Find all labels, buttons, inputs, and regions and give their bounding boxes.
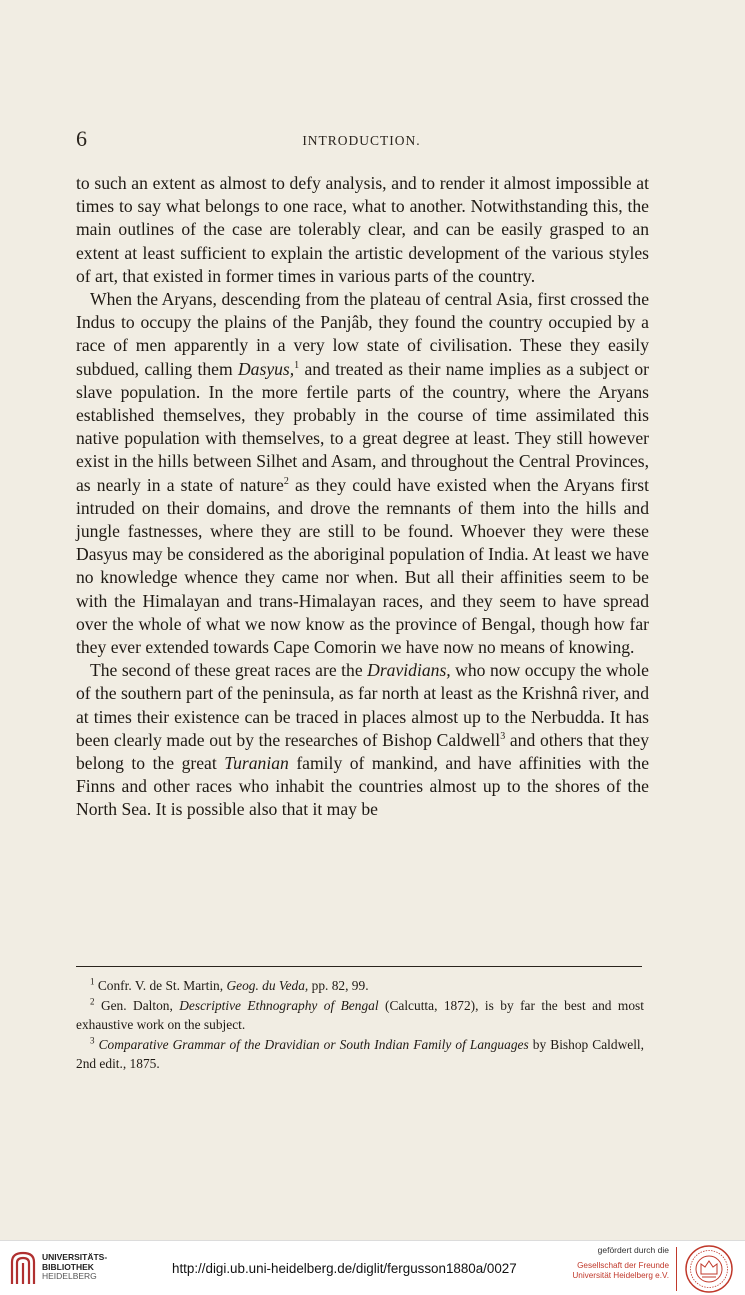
term-dasyus: Dasyus, <box>237 358 295 379</box>
footnote-2-mark: 2 <box>90 996 95 1007</box>
footnote-divider <box>76 966 642 967</box>
sponsor-name-line-2: Universität Heidelberg e.V. <box>572 1271 669 1280</box>
body-text <box>76 172 649 822</box>
footnote-1-title: Geog. du Veda, <box>226 978 309 993</box>
running-head: INTRODUCTION. <box>302 133 421 148</box>
footnotes <box>76 976 644 1074</box>
footnote-3-mark: 3 <box>90 1035 95 1046</box>
footnote-2-title: Descriptive Ethnography of Bengal <box>179 997 379 1013</box>
footnote-3-text-b: by Bishop Caldwell, 2nd edit., 1875. <box>76 1036 645 1071</box>
footnote-2-text-b: (Calcutta, 1872), is by far the best and most exhaustive work on the subject. <box>76 997 644 1032</box>
footnote-3 <box>76 1035 644 1074</box>
university-seal-icon <box>684 1244 734 1294</box>
footnote-ref-1: 1 <box>294 359 300 371</box>
footnote-1-text-a: Confr. V. de St. Martin, <box>97 978 227 993</box>
paragraph-2-text-a: When the Aryans, descending from the plateau of central Asia, first crossed the Indus to occupy the plains of the Panjâb, they found the country occupied by a race of men apparently in a very low state of civilisation. These they easily subdued, calling them <box>76 289 649 379</box>
library-name-line-2: BIBLIOTHEK <box>42 1261 94 1272</box>
paragraph-2-text-c: as they could have existed when the Aryans first intruded on their domains, and drove the remnants of them into the hills and jungle fastnesses, where they are still to be found. Whoever they were these Dasyus may be considered as the aboriginal population of India. At least we have no knowledge whence they came nor when. But all their affinities seem to be with the Himalayan and trans-Himalayan races, and they seem to have spread over the whole of what we now know as the province of Bengal, though how far they ever extended towards Cape Comorin we have now no means of knowing. <box>76 474 650 658</box>
paragraph-2-text-b: and treated as their name implies as a subject or slave population. In the more fertile parts of the country, where the Aryans established themselves, they probably in the course of time assimilated this native population with themselves, to a great degree at least. They still however exist in the hills between Silhet and Asam, and throughout the Central Provinces, as nearly in a state of nature <box>76 358 650 495</box>
permalink-url[interactable]: http://digi.ub.uni-heidelberg.de/diglit/fergusson1880a/0027 <box>172 1261 517 1276</box>
library-name-line-1: UNIVERSITÄTS- <box>42 1252 108 1262</box>
sponsor-label: gefördert durch die <box>597 1245 669 1255</box>
paragraph-3-text-a: The second of these great races are the <box>90 660 363 681</box>
footnote-ref-3: 3 <box>500 731 506 743</box>
sponsor-name-line-1: Gesellschaft der Freunde <box>577 1261 669 1270</box>
footnote-2 <box>76 996 644 1035</box>
page-number: 6 <box>76 126 87 151</box>
footnote-1-text-b: pp. 82, 99. <box>308 978 369 993</box>
library-name <box>42 1253 107 1282</box>
viewer-footer <box>0 1240 745 1295</box>
page-header <box>74 126 649 152</box>
paragraph-3-text-d: family of mankind, and have affinities with the Finns and other races who inhabit the countries almost up to the shores of the North Sea. It is possible also that it may be <box>76 753 650 820</box>
footnote-3-title: Comparative Grammar of the Dravidian or South Indian Family of Languages <box>98 1036 529 1052</box>
paragraph-3 <box>76 659 649 821</box>
sponsor-divider <box>676 1247 677 1291</box>
sponsor-block <box>559 1245 669 1281</box>
paragraph-1: to such an extent as almost to defy analysis, and to render it almost impossible at times to say what belongs to one race, what to another. Notwithstanding this, the main outlines of the case are tolerably clear, and can be easily grasped to an extent at least sufficient to explain the artistic development of the various styles of art, that existed in former times in various parts of the country. <box>76 173 649 286</box>
paragraph-2 <box>76 288 649 659</box>
library-logo-icon <box>8 1250 38 1286</box>
library-name-line-3: HEIDELBERG <box>42 1271 97 1281</box>
term-turanian: Turanian <box>224 753 289 774</box>
footnote-1-mark: 1 <box>90 976 95 987</box>
footnote-1 <box>76 976 644 996</box>
term-dravidians: Dravidians, <box>367 660 451 681</box>
paragraph-3-text-b: who now occupy the whole of the southern part of the peninsula, as far north at least as the Krishnâ river, and at times their existence can be traced in places almost up to the Nerbudda. It has been clearly made out by the researches of Bishop Caldwell <box>76 660 649 750</box>
footnote-2-text-a: Gen. Dalton, <box>100 997 180 1013</box>
paragraph-3-text-c: and others that they belong to the great <box>76 729 649 774</box>
footnote-ref-2: 2 <box>283 475 289 487</box>
